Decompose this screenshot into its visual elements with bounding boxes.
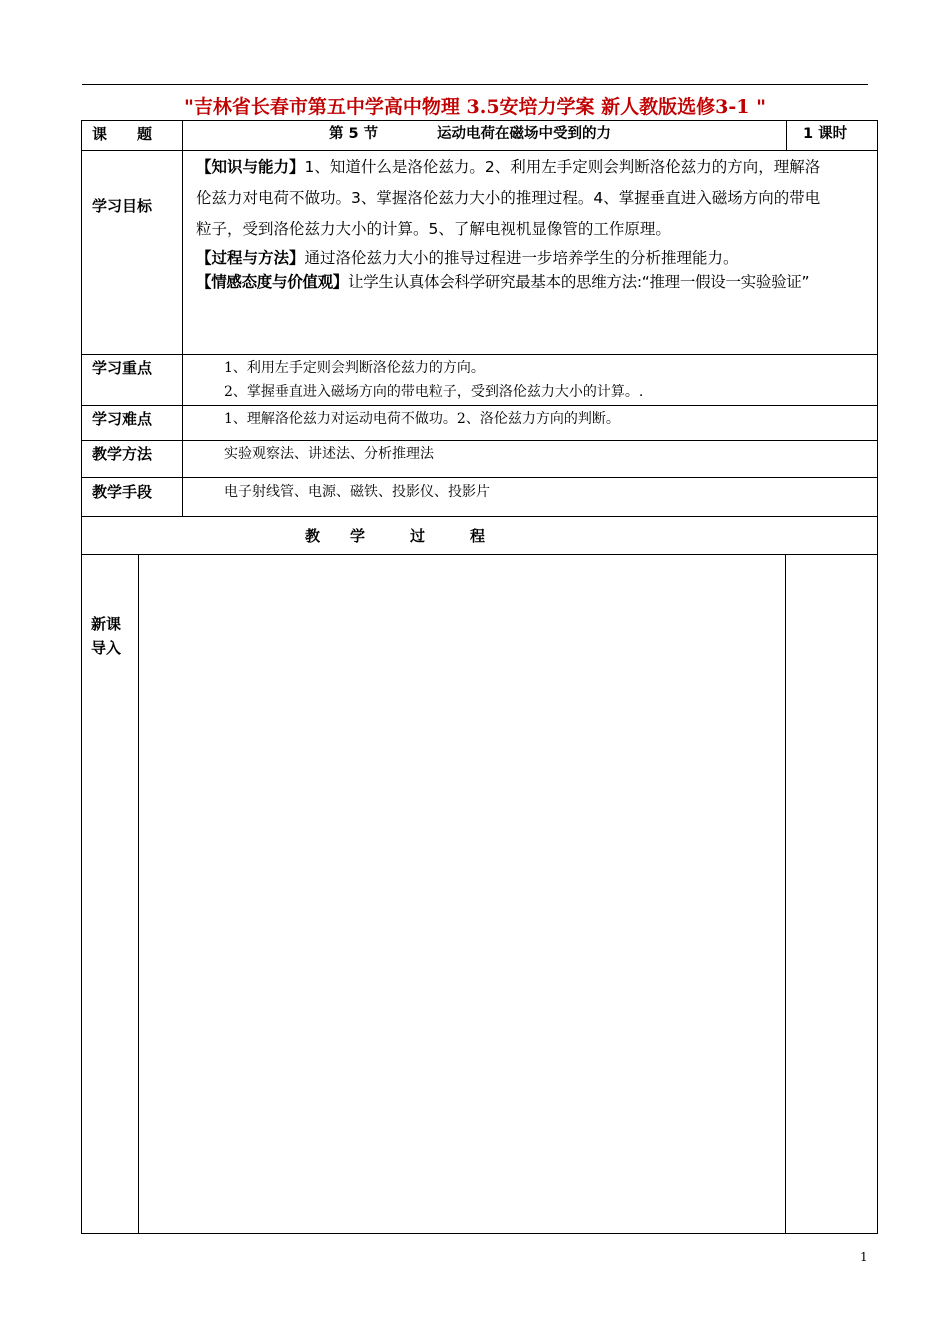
table-border-bottom bbox=[81, 1233, 878, 1234]
knowledge-line-2: 伦兹力对电荷不做功。3、掌握洛伦兹力大小的推理过程。4、掌握垂直进入磁场方向的带电 bbox=[196, 189, 821, 207]
key-point-1: 1、利用左手定则会判断洛伦兹力的方向。 bbox=[224, 360, 485, 376]
knowledge-line-3: 粒子，受到洛伦兹力大小的计算。5、了解电视机显像管的工作原理。 bbox=[196, 220, 671, 238]
tools-text: 电子射线管、电源、磁铁、投影仪、投影片 bbox=[224, 484, 490, 500]
objectives-knowledge bbox=[196, 152, 870, 245]
column-line bbox=[182, 120, 183, 517]
process-text: 通过洛伦兹力大小的推导过程进一步培养学生的分析推理能力。 bbox=[304, 249, 739, 267]
column-line bbox=[138, 554, 139, 1234]
process-header: 教 学 过 程 bbox=[305, 527, 486, 545]
table-border-left bbox=[81, 120, 82, 1234]
row-line bbox=[81, 354, 878, 355]
lesson-periods: 1 课时 bbox=[803, 126, 848, 142]
row-line bbox=[81, 554, 878, 555]
knowledge-line-1: 1、知道什么是洛伦兹力。2、利用左手定则会判断洛伦兹力的方向，理解洛 bbox=[304, 158, 821, 176]
row-line bbox=[81, 405, 878, 406]
intro-label-line-1: 新课 bbox=[91, 615, 122, 633]
tools-label: 教学手段 bbox=[92, 483, 153, 501]
column-line bbox=[785, 554, 786, 1234]
topic-label: 课 题 bbox=[92, 125, 153, 143]
row-line bbox=[81, 477, 878, 478]
page-number: 1 bbox=[860, 1250, 868, 1264]
lesson-title: 运动电荷在磁场中受到的力 bbox=[437, 126, 611, 142]
process-tag: 【过程与方法】 bbox=[196, 249, 305, 267]
row-line bbox=[81, 150, 878, 151]
table-border-right bbox=[877, 120, 878, 1234]
key-point-2: 2、掌握垂直进入磁场方向的带电粒子，受到洛伦兹力大小的计算。. bbox=[224, 384, 644, 400]
table-border-top bbox=[81, 120, 878, 121]
document-title: "吉林省长春市第五中学高中物理 3.5安培力学案 新人教版选修3-1 " bbox=[183, 96, 767, 118]
section-number: 第 5 节 bbox=[329, 126, 379, 142]
column-line bbox=[786, 120, 787, 151]
methods-text: 实验观察法、讲述法、分析推理法 bbox=[224, 446, 434, 462]
difficulties-label: 学习难点 bbox=[92, 410, 153, 428]
header-rule bbox=[82, 84, 868, 85]
objectives-process-attitude bbox=[196, 246, 870, 294]
knowledge-tag: 【知识与能力】 bbox=[196, 158, 305, 176]
methods-label: 教学方法 bbox=[92, 445, 153, 463]
attitude-text: 让学生认真体会科学研究最基本的思维方法:“推理一假设一实验验证” bbox=[348, 273, 810, 291]
intro-label-line-2: 导入 bbox=[91, 639, 122, 657]
row-line bbox=[81, 440, 878, 441]
difficulties-text: 1、理解洛伦兹力对运动电荷不做功。2、洛伦兹力方向的判断。 bbox=[224, 411, 620, 427]
objectives-label: 学习目标 bbox=[92, 197, 153, 215]
key-points-label: 学习重点 bbox=[92, 359, 153, 377]
row-line bbox=[81, 516, 878, 517]
attitude-tag: 【情感态度与价值观】 bbox=[196, 273, 349, 291]
